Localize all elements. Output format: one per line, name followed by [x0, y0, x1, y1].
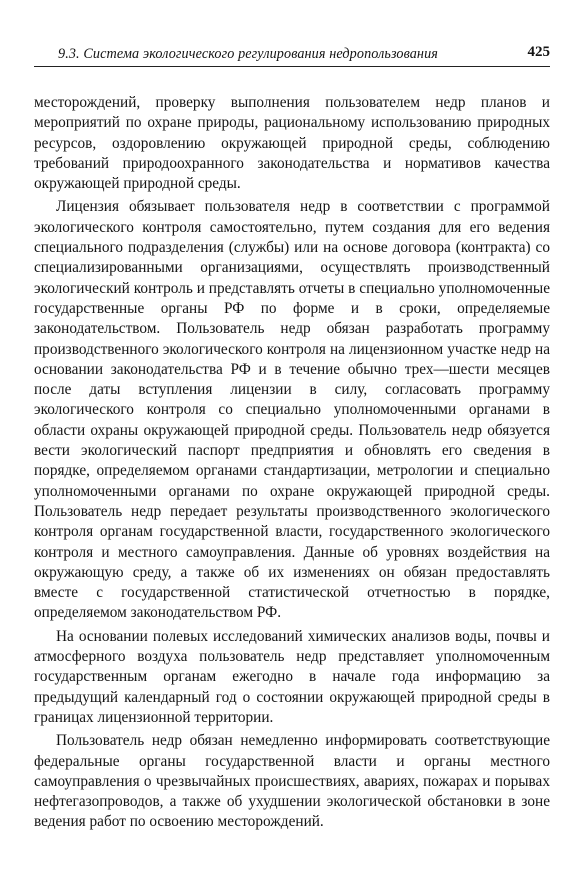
- running-title: 9.3. Система экологического регулирования недропользования: [58, 46, 438, 62]
- book-page: [34, 44, 550, 833]
- page-number: 425: [527, 44, 550, 60]
- paragraph-continuation: месторождений, проверку выполнения пользователем недр планов и мероприятий по охране природы, рациональному использованию природных ресурсов, оздоровлению окружающей природной среды, соблюдению требований природоохранного законодательства и нормативов качества окружающей природной среды.: [34, 94, 550, 193]
- body-text: [34, 93, 550, 833]
- paragraph-field-research: На основании полевых исследований химических анализов воды, почвы и атмосферного воздуха пользователь недр представляет уполномоченным государственным органам ежегодно в начале года информацию за предыдущий календарный год о состоянии окружающей природной среды в границах лицензионной территории.: [34, 627, 550, 726]
- running-header: [34, 44, 550, 67]
- paragraph-license-obligations: Лицензия обязывает пользователя недр в соответствии с программой экологического контроля самостоятельно, путем создания для его ведения специального подразделения (службы) или на основе договора (контракта) со специализированными организациями, осуществлять производственный экологический контроль и представлять отчеты в специально уполномоченные государственные органы РФ по форме и в сроки, определяемые законодательством. Пользователь недр обязан разработать программу производственного экологического контроля на лицензионном участке недр на основании законодательства РФ и в течение обычно трех—шести месяцев после даты вступления лицензии в силу, согласовать программу экологического контроля со специально уполномоченными органами в области охраны окружающей природной среды. Пользователь недр обязуется вести экологический паспорт предприятия и обновлять его сведения в порядке, определяемом органами стандартизации, метрологии и специально уполномоченными органами по охране окружающей природной среды. Пользователь недр передает результаты производственного экологического контроля органам государственной власти, государственного экологического контроля и местного самоуправления. Данные об уровнях воздействия на окружающую среду, а также об их изменениях он обязан предоставлять вместе с государственной статистической отчетностью в порядке, определяемом законодательством РФ.: [34, 198, 550, 622]
- paragraph-emergency-reporting: Пользователь недр обязан немедленно информировать соответствующие федеральные органы государственной власти и органы местного самоуправления о чрезвычайных происшествиях, авариях, пожарах и порывах нефтегазопроводов, а также об ухудшении экологической обстановки в зоне ведения работ по освоению месторождений.: [34, 732, 550, 831]
